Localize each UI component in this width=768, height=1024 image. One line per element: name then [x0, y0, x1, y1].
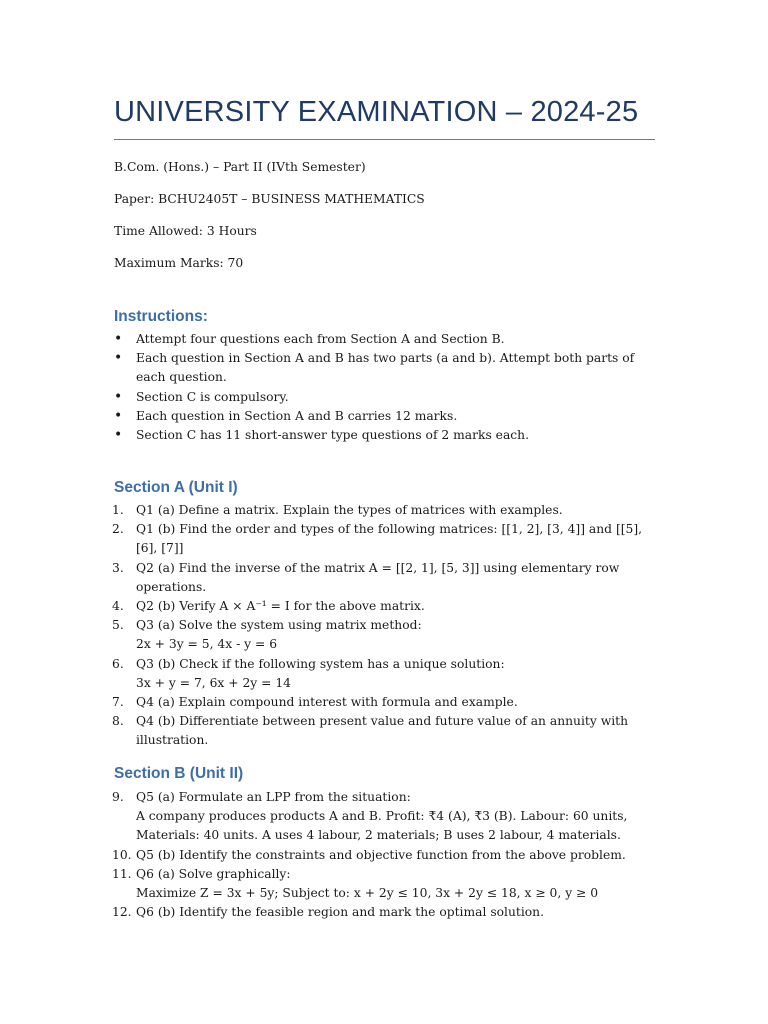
section-b-heading: Section B (Unit II): [114, 765, 244, 782]
time-line: Time Allowed: 3 Hours: [114, 224, 257, 238]
question-item: [114, 520, 654, 558]
section-a-heading: Section A (Unit I): [114, 479, 238, 496]
question-number: 7.: [112, 695, 124, 710]
question-item: [114, 597, 654, 616]
question-text: Q3 (a) Solve the system using matrix method:: [136, 618, 422, 633]
question-item: [114, 903, 654, 922]
question-text: Q2 (b) Verify A × A⁻¹ = I for the above matrix.: [136, 599, 425, 614]
question-item: [114, 559, 654, 597]
question-text: Q6 (b) Identify the feasible region and mark the optimal solution.: [136, 905, 544, 920]
question-number: 8.: [112, 714, 124, 729]
instructions-list: [114, 330, 654, 445]
question-text: Q6 (a) Solve graphically:: [136, 866, 291, 881]
question-number: 6.: [112, 656, 124, 671]
question-detail: A company produces products A and B. Profit: ₹4 (A), ₹3 (B). Labour: 60 units, Materials: 40 units. A uses 4 labour, 2 materials; B uses 2 labour, 4 materials.: [136, 809, 628, 843]
question-item: [114, 846, 654, 865]
instruction-item: • Section C has 11 short-answer type questions of 2 marks each.: [114, 426, 654, 445]
title-underline: [114, 139, 655, 140]
question-number: 12.: [112, 905, 132, 920]
section-a-list: [114, 501, 654, 751]
instruction-item: • Each question in Section A and B has two parts (a and b). Attempt both parts of each question.: [114, 349, 654, 387]
marks-line: Maximum Marks: 70: [114, 256, 244, 270]
question-item: [114, 501, 654, 520]
question-number: 2.: [112, 522, 124, 537]
question-text: Q1 (b) Find the order and types of the following matrices: [[1, 2], [3, 4]] and [[5], [6], [7]]: [136, 522, 643, 556]
paper-line: Paper: BCHU2405T – BUSINESS MATHEMATICS: [114, 192, 425, 206]
question-item: [114, 693, 654, 712]
page-title: UNIVERSITY EXAMINATION – 2024-25: [114, 96, 639, 128]
question-text: Q3 (b) Check if the following system has a unique solution:: [136, 656, 505, 671]
section-b-list: [114, 788, 654, 922]
question-text: Q5 (a) Formulate an LPP from the situation:: [136, 790, 411, 804]
course-line: B.Com. (Hons.) – Part II (IVth Semester): [114, 160, 366, 174]
question-item: [114, 712, 654, 750]
question-detail: Maximize Z = 3x + 5y; Subject to: x + 2y ≤ 10, 3x + 2y ≤ 18, x ≥ 0, y ≥ 0: [136, 886, 599, 901]
question-text: Q1 (a) Define a matrix. Explain the types of matrices with examples.: [136, 503, 563, 517]
instruction-item: • Attempt four questions each from Section A and Section B.: [114, 330, 654, 349]
instruction-item: • Each question in Section A and B carries 12 marks.: [114, 407, 654, 426]
question-number: 11.: [112, 866, 132, 881]
question-text: Q2 (a) Find the inverse of the matrix A = [[2, 1], [5, 3]] using elementary row operations.: [136, 560, 620, 594]
question-number: 1.: [112, 503, 124, 517]
question-number: 3.: [112, 560, 124, 575]
question-item: [114, 788, 654, 846]
question-number: 5.: [112, 618, 124, 633]
question-number: 10.: [112, 847, 132, 862]
question-item: [114, 616, 654, 654]
question-item: [114, 865, 654, 903]
question-item: [114, 655, 654, 693]
instruction-item: • Section C is compulsory.: [114, 388, 654, 407]
question-text: Q4 (a) Explain compound interest with formula and example.: [136, 695, 518, 710]
question-text: Q4 (b) Differentiate between present value and future value of an annuity with illustration.: [136, 714, 629, 748]
instructions-heading: Instructions:: [114, 308, 208, 325]
question-text: Q5 (b) Identify the constraints and objective function from the above problem.: [136, 847, 626, 862]
question-detail: 3x + y = 7, 6x + 2y = 14: [136, 675, 292, 690]
question-number: 9.: [112, 790, 124, 804]
question-number: 4.: [112, 599, 124, 614]
question-detail: 2x + 3y = 5, 4x - y = 6: [136, 637, 278, 652]
